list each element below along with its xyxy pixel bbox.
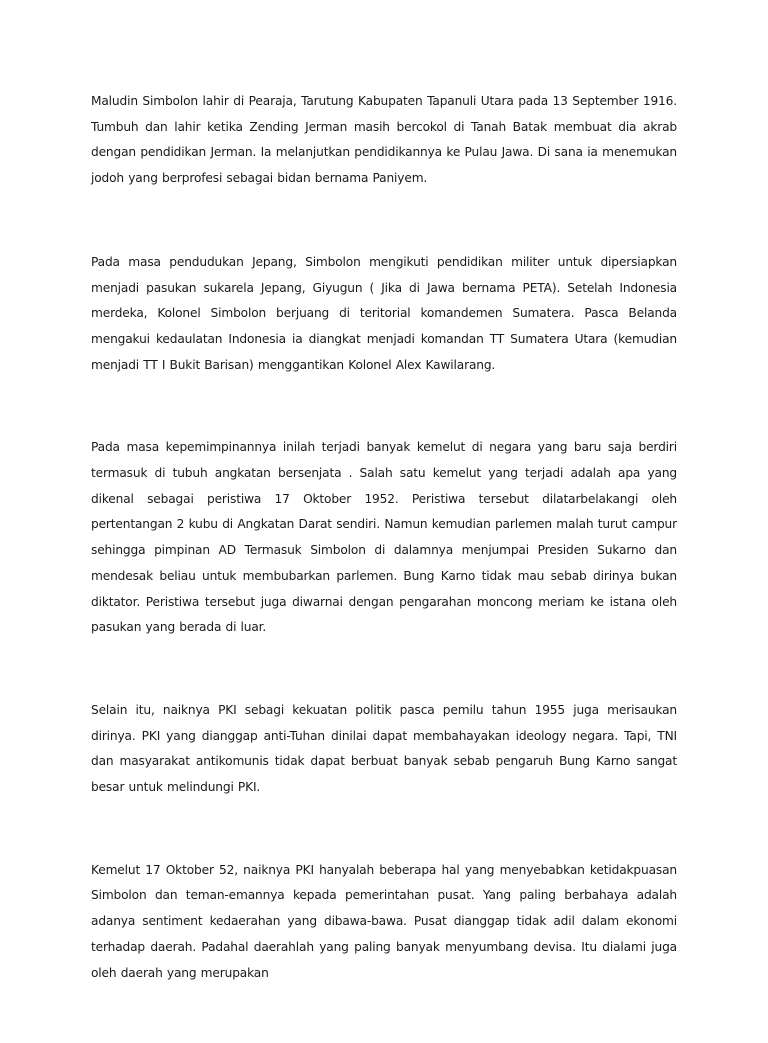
document-body (91, 89, 677, 1043)
paragraph-2: Pada masa pendudukan Jepang, Simbolon mengikuti pendidikan militer untuk dipersiapkan menjadi pasukan sukarela Jepang, Giyugun ( Jika di Jawa bernama PETA). Setelah Indonesia merdeka, Kolonel Simbolon berjuang di teritorial komandemen Sumatera. Pasca Belanda mengakui kedaulatan Indonesia ia diangkat menjadi komandan TT Sumatera Utara (kemudian menjadi TT I Bukit Barisan) menggantikan Kolonel Alex Kawilarang. (91, 254, 677, 372)
paragraph-4: Selain itu, naiknya PKI sebagi kekuatan politik pasca pemilu tahun 1955 juga merisaukan dirinya. PKI yang dianggap anti-Tuhan dinilai dapat membahayakan ideology negara. Tapi, TNI dan masyarakat antikomunis tidak dapat berbuat banyak sebab pengaruh Bung Karno sangat besar untuk melindungi PKI. (91, 702, 677, 795)
paragraph-5: Kemelut 17 Oktober 52, naiknya PKI hanyalah beberapa hal yang menyebabkan ketidakpuasan Simbolon dan teman-emannya kepada pemerintahan pusat. Yang paling berbahaya adalah adanya sentiment kedaerahan yang dibawa-bawa. Pusat dianggap tidak adil dalam ekonomi terhadap daerah. Padahal daerahlah yang paling banyak menyumbang devisa. Itu dialami juga oleh daerah yang merupakan (91, 862, 677, 980)
paragraph-1: Maludin Simbolon lahir di Pearaja, Tarutung Kabupaten Tapanuli Utara pada 13 September 1916. Tumbuh dan lahir ketika Zending Jerman masih bercokol di Tanah Batak membuat dia akrab dengan pendidikan Jerman. Ia melanjutkan pendidikannya ke Pulau Jawa. Di sana ia menemukan jodoh yang berprofesi sebagai bidan bernama Paniyem. (91, 94, 677, 186)
paragraph-3: Pada masa kepemimpinannya inilah terjadi banyak kemelut di negara yang baru saja berdiri termasuk di tubuh angkatan bersenjata . Salah satu kemelut yang terjadi adalah apa yang dikenal sebagai peristiwa 17 Oktober 1952. Peristiwa tersebut dilatarbelakangi oleh pertentangan 2 kubu di Angkatan Darat sendiri. Namun kemudian parlemen malah turut campur sehingga pimpinan AD Termasuk Simbolon di dalamnya menjumpai Presiden Sukarno dan mendesak beliau untuk membubarkan parlemen. Bung Karno tidak mau sebab dirinya bukan diktator. Peristiwa tersebut juga diwarnai dengan pengarahan moncong meriam ke istana oleh pasukan yang berada di luar. (91, 440, 677, 635)
